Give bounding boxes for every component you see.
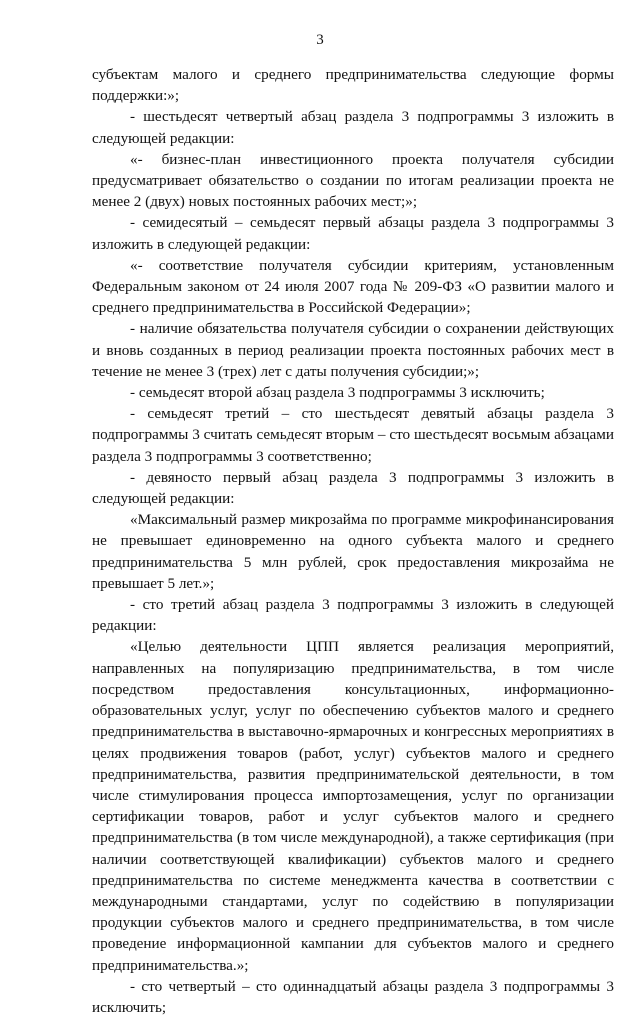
paragraph: «- соответствие получателя субсидии критериям, установленным Федеральным законом от 24 июля 2007 года № 209-ФЗ «О развитии малого и среднего предпринимательства в Российской Федерации»; xyxy=(92,256,614,317)
paragraph-continuation: субъектам малого и среднего предпринимательства следующие формы поддержки:»; xyxy=(92,66,614,105)
paragraph: - семьдесят третий – сто шестьдесят девятый абзацы раздела 3 подпрограммы 3 считать семьдесят вторым – сто шестьдесят восьмым абзацами раздела 3 подпрограммы 3 соответственно; xyxy=(92,405,614,465)
paragraph: - семьдесят второй абзац раздела 3 подпрограммы 3 исключить; xyxy=(130,384,545,402)
paragraph: «Целью деятельности ЦПП является реализация мероприятий, направленных на популяризацию предпринимательства, в том числе посредством предоставления консультационных, информационно-образовательных услуг, услуг по обеспечению субъектов малого и среднего предпринимательства в выставочно-ярмарочных и конгрессных мероприятиях в целях продвижения товаров (работ, услуг) субъектов малого и среднего предпринимательства, развития предпринимательской деятельности, в том числе стимулирования процесса импортозамещения, услуг по организации сертификации товаров, работ и услуг субъектов малого и среднего предпринимательства (в том числе международной), а также сертификация (при наличии соответствующей квалификации) субъектов малого и среднего предпринимательства по системе менеджмента качества в соответствии с международными стандартами, услуг по содействию в популяризации продукции субъектов малого и среднего предпринимательства, в том числе проведение информационной кампании для субъектов малого и среднего предпринимательства.»; xyxy=(92,638,614,974)
paragraph: «Максимальный размер микрозайма по программе микрофинансирования не превышает единовременно на одного субъекта малого и среднего предпринимательства 5 млн рублей, срок предоставления микрозайма не превышает 5 лет.»; xyxy=(92,511,614,592)
paragraph: - девяносто первый абзац раздела 3 подпрограммы 3 изложить в следующей редакции: xyxy=(92,468,614,508)
document-body xyxy=(92,64,614,1018)
paragraph: - шестьдесят четвертый абзац раздела 3 подпрограммы 3 изложить в следующей редакции: xyxy=(92,108,614,147)
paragraph: - семидесятый – семьдесят первый абзацы раздела 3 подпрограммы 3 изложить в следующей редакции: xyxy=(92,214,614,253)
paragraph: «- бизнес-план инвестиционного проекта получателя субсидии предусматривает обязательство о создании по итогам реализации проекта не менее 2 (двух) новых постоянных рабочих мест;»; xyxy=(92,150,614,211)
paragraph: - сто третий абзац раздела 3 подпрограммы 3 изложить в следующей редакции: xyxy=(92,596,614,635)
page-number: 3 xyxy=(316,32,324,48)
paragraph: - наличие обязательства получателя субсидии о сохранении действующих и вновь созданных в период реализации проекта постоянных рабочих мест в течение не менее 3 (трех) лет с даты получения субсидии;»; xyxy=(92,320,614,380)
paragraph: - сто четвертый – сто одиннадцатый абзацы раздела 3 подпрограммы 3 исключить; xyxy=(92,977,614,1016)
